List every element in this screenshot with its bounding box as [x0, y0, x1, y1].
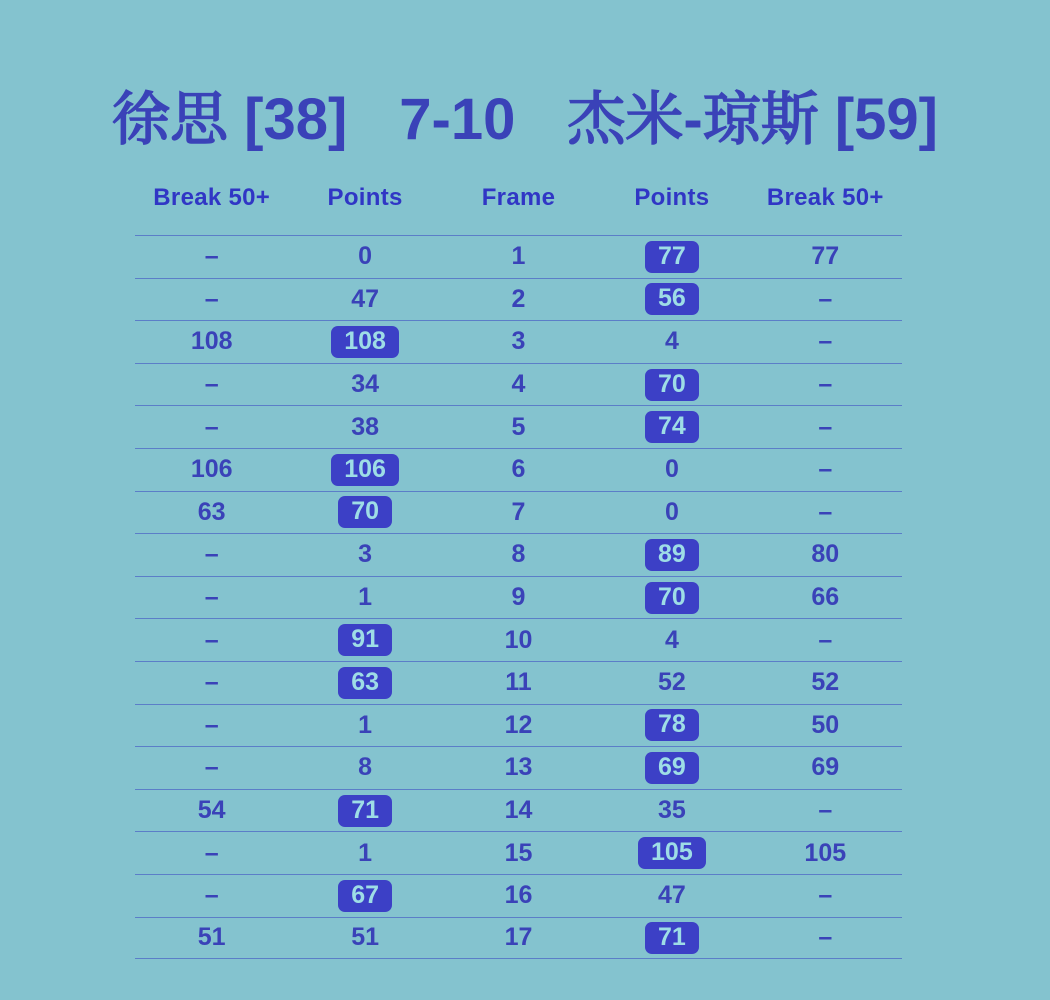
cell-break-away: – — [818, 625, 833, 654]
cell-points-home: 1 — [358, 583, 373, 612]
winner-points-badge: 91 — [338, 624, 392, 656]
cell-break-home: – — [204, 753, 219, 782]
cell-break-home: – — [204, 412, 219, 441]
cell-points-home — [288, 454, 441, 486]
frame-row — [135, 661, 902, 704]
cell-frame-number: 9 — [511, 583, 526, 612]
frame-row — [135, 831, 902, 874]
frame-row — [135, 320, 902, 363]
cell-points-away: 0 — [664, 455, 679, 484]
cell-points-home — [288, 795, 441, 827]
cell-break-away: 50 — [811, 710, 840, 739]
cell-break-home: 63 — [197, 497, 226, 526]
cell-points-away — [595, 369, 748, 401]
winner-points-badge: 108 — [331, 326, 399, 358]
cell-frame-number: 10 — [504, 625, 533, 654]
cell-frame-number: 16 — [504, 881, 533, 910]
frame-row — [135, 235, 902, 278]
cell-frame-number: 17 — [504, 923, 533, 952]
cell-points-home: 3 — [358, 540, 373, 569]
cell-frame-number: 6 — [511, 455, 526, 484]
cell-break-away: 69 — [811, 753, 840, 782]
winner-points-badge: 71 — [645, 922, 699, 954]
cell-points-away: 4 — [664, 327, 679, 356]
winner-points-badge: 105 — [638, 837, 706, 869]
cell-points-away — [595, 709, 748, 741]
cell-points-home — [288, 326, 441, 358]
winner-points-badge: 67 — [338, 880, 392, 912]
cell-frame-number: 1 — [511, 242, 526, 271]
cell-points-home: 34 — [351, 370, 379, 399]
cell-break-home: 51 — [197, 923, 226, 952]
cell-frame-number: 13 — [504, 753, 533, 782]
cell-break-away: – — [818, 455, 833, 484]
winner-points-badge: 89 — [645, 539, 699, 571]
winner-points-badge: 77 — [645, 241, 699, 273]
frame-row — [135, 405, 902, 448]
header-break-away: Break 50+ — [766, 184, 884, 211]
match-score: 7-10 — [399, 87, 516, 152]
cell-frame-number: 12 — [504, 710, 533, 739]
cell-points-away — [595, 582, 748, 614]
cell-break-away: – — [818, 284, 833, 313]
winner-points-badge: 106 — [331, 454, 399, 486]
away-player-name: 杰米-琼斯 [59] — [567, 87, 938, 152]
cell-break-home: 106 — [190, 455, 233, 484]
cell-break-home: 54 — [197, 796, 226, 825]
cell-break-home: – — [204, 583, 219, 612]
cell-break-away: 105 — [804, 838, 847, 867]
cell-points-away: 35 — [657, 796, 686, 825]
cell-break-home: – — [204, 370, 219, 399]
winner-points-badge: 71 — [338, 795, 392, 827]
cell-points-away — [595, 283, 748, 315]
winner-points-badge: 74 — [645, 411, 699, 443]
header-points-away: Points — [634, 184, 710, 211]
frame-row — [135, 576, 902, 619]
cell-frame-number: 14 — [504, 796, 533, 825]
cell-frame-number: 11 — [505, 668, 532, 697]
cell-points-away — [595, 411, 748, 443]
cell-break-away: 77 — [811, 242, 840, 271]
frame-row — [135, 746, 902, 789]
cell-points-home: 51 — [351, 923, 379, 952]
cell-break-away: 52 — [811, 668, 840, 697]
cell-break-home: 108 — [190, 327, 233, 356]
cell-frame-number: 8 — [511, 540, 526, 569]
cell-points-home — [288, 880, 441, 912]
cell-points-home — [288, 624, 441, 656]
cell-points-away: 0 — [664, 497, 679, 526]
match-title — [0, 72, 1050, 156]
winner-points-badge: 63 — [338, 667, 392, 699]
cell-points-home: 8 — [358, 753, 373, 782]
cell-break-home: – — [204, 540, 219, 569]
cell-frame-number: 2 — [511, 284, 526, 313]
cell-frame-number: 3 — [511, 327, 526, 356]
cell-break-away: 80 — [811, 540, 840, 569]
cell-points-home: 1 — [358, 710, 373, 739]
cell-points-away — [595, 539, 748, 571]
cell-break-home: – — [204, 710, 219, 739]
cell-break-home: – — [204, 881, 219, 910]
table-header — [135, 184, 902, 212]
cell-frame-number: 4 — [511, 370, 526, 399]
cell-points-away: 47 — [657, 881, 686, 910]
header-frame: Frame — [481, 184, 556, 211]
cell-frame-number: 15 — [504, 838, 533, 867]
cell-break-away: – — [818, 881, 833, 910]
cell-points-away — [595, 241, 748, 273]
cell-break-home: – — [204, 838, 219, 867]
cell-points-home: 1 — [358, 838, 373, 867]
cell-break-home: – — [204, 284, 219, 313]
cell-points-home: 47 — [351, 284, 379, 313]
frame-row — [135, 491, 902, 534]
cell-break-away: – — [818, 327, 833, 356]
frame-row — [135, 533, 902, 576]
cell-break-away: – — [818, 497, 833, 526]
frame-row — [135, 789, 902, 832]
cell-frame-number: 7 — [511, 497, 526, 526]
cell-points-home — [288, 496, 441, 528]
cell-points-away — [595, 752, 748, 784]
cell-points-away: 4 — [664, 625, 679, 654]
cell-points-home: 38 — [351, 412, 379, 441]
frame-row — [135, 363, 902, 406]
frame-row — [135, 917, 902, 960]
frame-row — [135, 618, 902, 661]
cell-break-away: 66 — [811, 583, 840, 612]
winner-points-badge: 70 — [645, 369, 699, 401]
frames-table — [135, 184, 902, 959]
cell-break-home: – — [204, 242, 219, 271]
cell-break-away: – — [818, 412, 833, 441]
winner-points-badge: 70 — [338, 496, 392, 528]
winner-points-badge: 56 — [645, 283, 699, 315]
header-break-home: Break 50+ — [153, 184, 271, 211]
cell-points-away — [595, 837, 748, 869]
frame-row — [135, 448, 902, 491]
winner-points-badge: 70 — [645, 582, 699, 614]
cell-break-away: – — [818, 796, 833, 825]
header-points-home: Points — [327, 184, 403, 211]
frame-row — [135, 704, 902, 747]
frame-row — [135, 278, 902, 321]
home-player-name: 徐思 [38] — [112, 87, 348, 152]
winner-points-badge: 78 — [645, 709, 699, 741]
cell-points-away: 52 — [657, 668, 686, 697]
cell-points-home — [288, 667, 441, 699]
table-body — [135, 235, 902, 959]
cell-points-away — [595, 922, 748, 954]
cell-points-home: 0 — [358, 242, 373, 271]
cell-break-home: – — [204, 625, 219, 654]
cell-break-away: – — [818, 370, 833, 399]
cell-break-away: – — [818, 923, 833, 952]
winner-points-badge: 69 — [645, 752, 699, 784]
cell-frame-number: 5 — [511, 412, 526, 441]
cell-break-home: – — [204, 668, 219, 697]
frame-row — [135, 874, 902, 917]
